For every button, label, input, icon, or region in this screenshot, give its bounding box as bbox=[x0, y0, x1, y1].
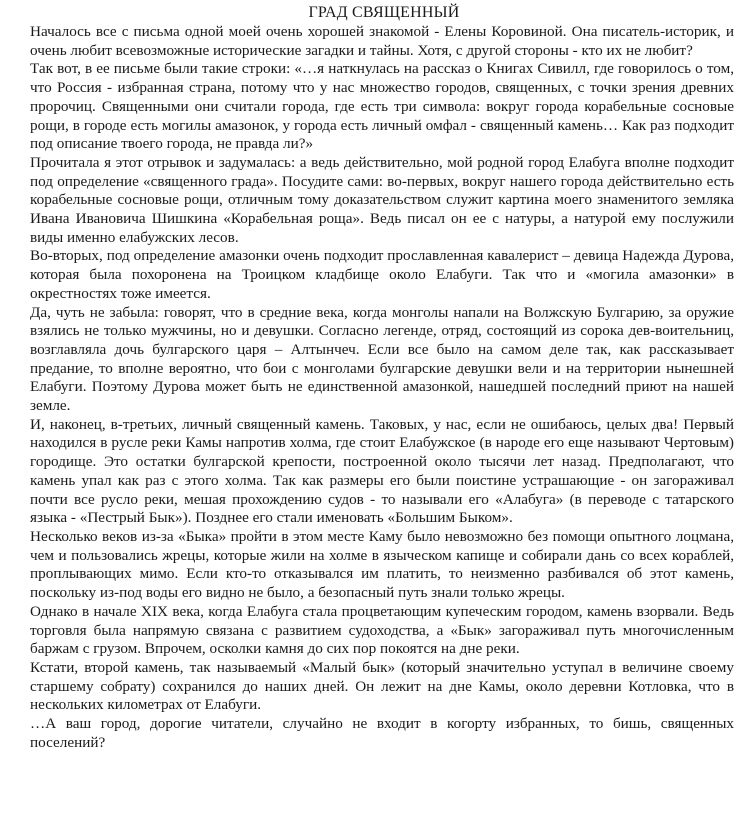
article-title: ГРАД СВЯЩЕННЫЙ bbox=[308, 4, 460, 21]
paragraph: Кстати, второй камень, так называемый «Малый бык» (который значительно уступал в величине своему старшему собрату) сохранился до наших дней. Он лежит на дне Камы, около деревни Котловка, что в нескольких километрах от Елабуги. bbox=[30, 658, 734, 714]
paragraph: Так вот, в ее письме были такие строки: «…я наткнулась на рассказ о Книгах Сивилл, где говорилось о том, что Россия - избранная страна, потому что у нас множество городов, священных, с точки зрения древних пророчиц. Священными они считали города, где есть три символа: вокруг города корабельные сосновые рощи, в городе есть могилы амазонок, у города есть личный омфал - священный камень… Как раз подходит под описание твоего города, не правда ли?» bbox=[30, 60, 734, 153]
paragraph: …А ваш город, дорогие читатели, случайно не входит в когорту избранных, то бишь, священных поселений? bbox=[30, 715, 734, 751]
paragraph: Прочитала я этот отрывок и задумалась: а ведь действительно, мой родной город Елабуга вполне подходит под определение «священного града». Посудите сами: во-первых, вокруг нашего города действительно есть корабельные сосновые рощи, отличным тому доказательством служит картина моего знаменитого земляка Ивана Ивановича Шишкина «Корабельная роща». Ведь писал он ее с натуры, а натурой ему послужили виды именно елабужских лесов. bbox=[30, 153, 734, 246]
paragraph: Несколько веков из-за «Быка» пройти в этом месте Каму было невозможно без помощи опытного лоцмана, чем и пользовались жрецы, которые жили на холме в языческом капище и собирали дань со всех кораблей, проплывающих мимо. Если кто-то отказывался им платить, то неизменно разбивался об этот камень, поскольку из-под воды его видно не было, а безопасный путь знали только жрецы. bbox=[30, 527, 734, 602]
paragraph: И, наконец, в-третьих, личный священный камень. Таковых, у нас, если не ошибаюсь, целых два! Первый находился в русле реки Камы напротив холма, где стоит Елабужское (в народе его еще называют Чертовым) городище. Это остатки булгарской крепости, построенной около тысячи лет назад. Предполагают, что камень упал как раз с этого холма. Так как размеры его были поистине устрашающие - он загораживал почти все русло реки, мешая прохождению судов - то называли его «Алабуга» (в переводе с татарского языка - «Пестрый Бык»). Позднее его стали именовать «Большим Быком». bbox=[30, 415, 734, 527]
paragraph: Во-вторых, под определение амазонки очень подходит прославленная кавалерист – девица Надежда Дурова, которая была похоронена на Троицком кладбище около Елабуги. Так что и «могила амазонки» в окрестностях тоже имеется. bbox=[30, 247, 734, 302]
paragraph: Началось все с письма одной моей очень хорошей знакомой - Елены Коровиной. Она писатель-историк, и очень любит всевозможные исторические загадки и тайны. Хотя, с другой стороны - кто их не любит? bbox=[30, 23, 734, 59]
paragraph: Да, чуть не забыла: говорят, что в средние века, когда монголы напали на Волжскую Булгарию, за оружие взялись не только мужчины, но и девушки. Согласно легенде, отряд, состоящий из сорока дев-воительниц, возглавляла дочь булгарского царя – Алтынчеч. Если все было на самом деле так, как рассказывает предание, то вполне вероятно, что бои с монголами булгарские девушки вели и на территории нынешней Елабуги. Поэтому Дурова может быть не единственной амазонкой, нашедшей последний приют на нашей земле. bbox=[30, 303, 734, 415]
paragraph: Однако в начале XIX века, когда Елабуга стала процветающим купеческим городом, камень взорвали. Ведь торговля была напрямую связана с развитием судоходства, а «Бык» загораживал путь многочисленным баржам с грузом. Впрочем, осколки камня до сих пор покоятся на дне реки. bbox=[30, 602, 734, 658]
